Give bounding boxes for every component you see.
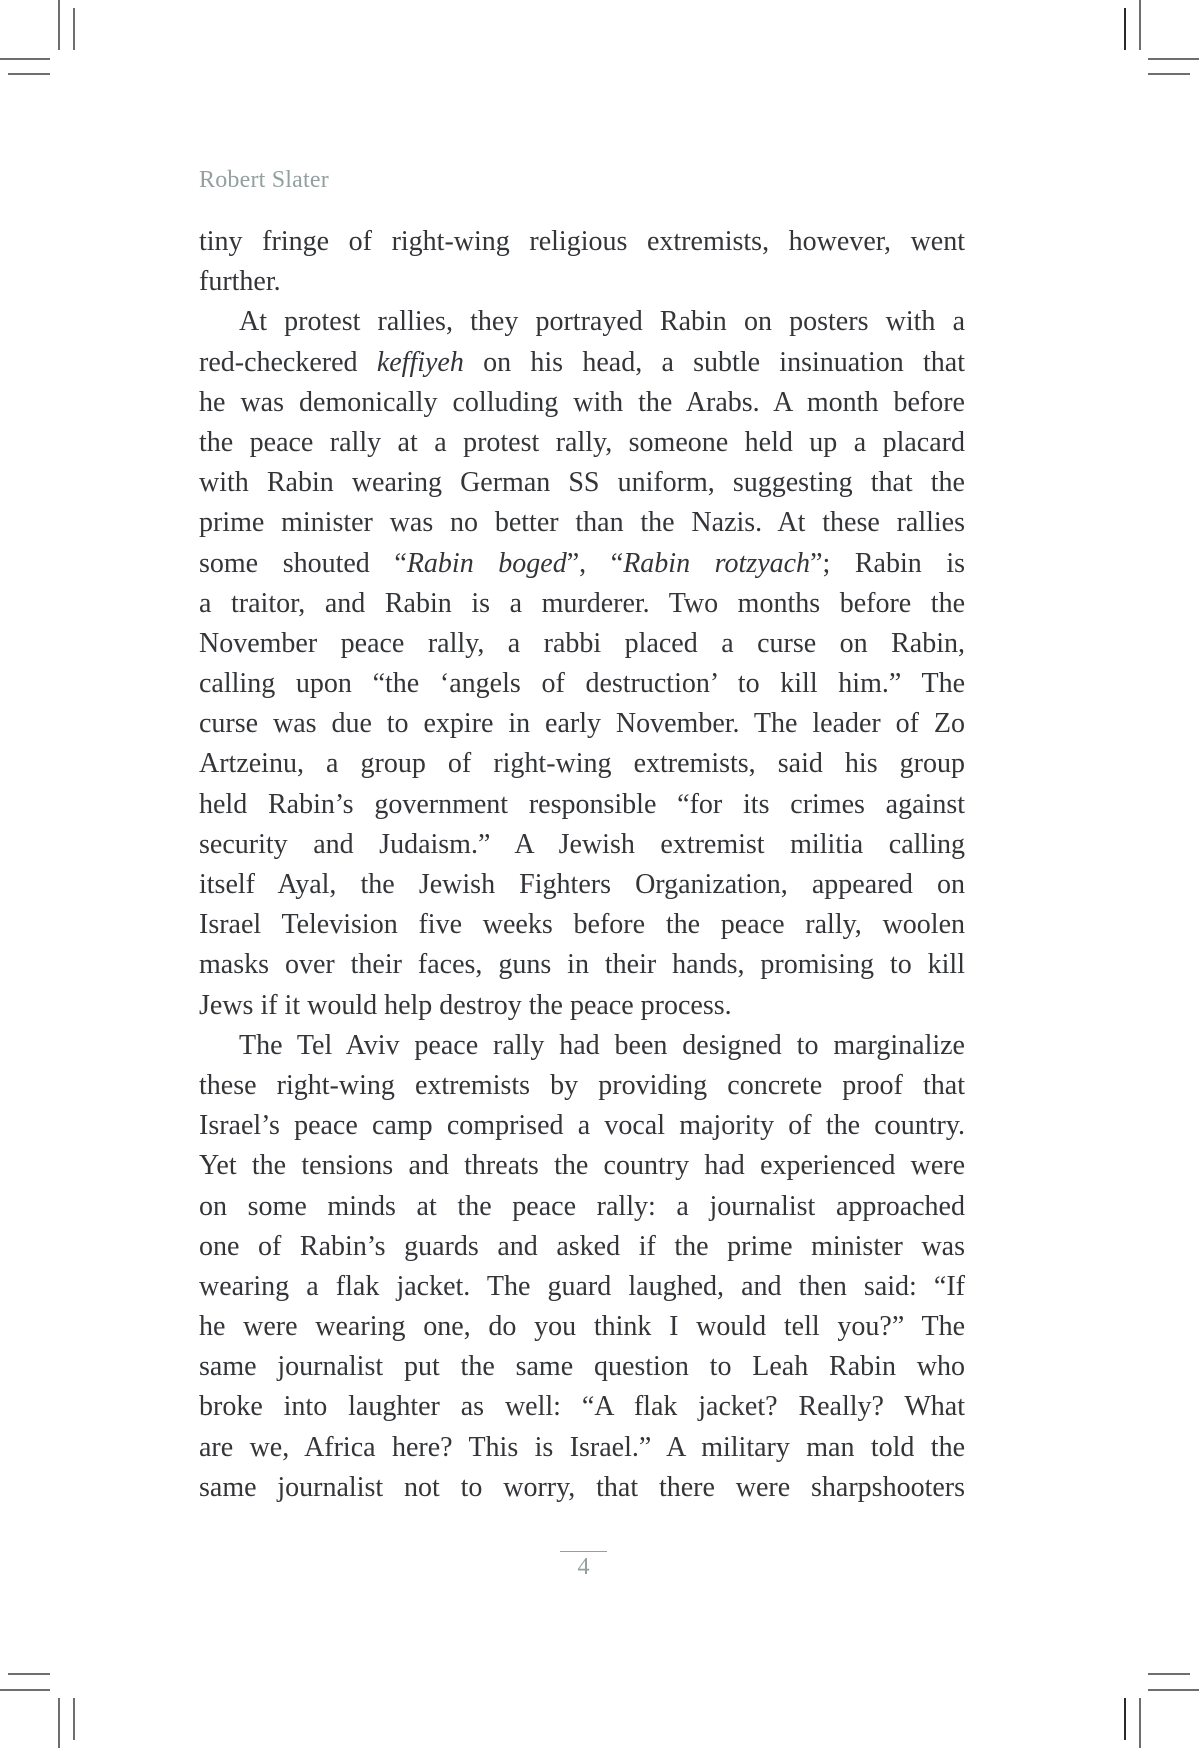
crop-mark-top-right-vertical-inner bbox=[1124, 8, 1126, 50]
text-line: wearing a flak jacket. The guard laughed, and then said: “If bbox=[199, 1270, 965, 1302]
paragraph bbox=[199, 302, 965, 1025]
text-line: The Tel Aviv peace rally had been designed to marginalize bbox=[239, 1029, 965, 1061]
text-line: calling upon “the ‘angels of destruction’ to kill him.” The bbox=[199, 668, 965, 700]
text-line: masks over their faces, guns in their hands, promising to kill bbox=[199, 949, 965, 981]
text-line: same journalist put the same question to Leah Rabin who bbox=[199, 1351, 965, 1383]
text-line: some shouted “Rabin boged”, “Rabin rotzyach”; Rabin is bbox=[199, 547, 966, 579]
body-text bbox=[199, 222, 965, 1508]
text-line: on some minds at the peace rally: a journalist approached bbox=[199, 1190, 965, 1222]
crop-mark-bottom-right-vertical-inner bbox=[1124, 1698, 1126, 1740]
text-line: he were wearing one, do you think I would tell you?” The bbox=[199, 1311, 965, 1343]
text-line: a traitor, and Rabin is a murderer. Two months before the bbox=[199, 587, 965, 619]
crop-mark-top-left-horizontal-outer bbox=[0, 58, 50, 60]
crop-mark-top-left-vertical-outer bbox=[58, 0, 60, 50]
crop-mark-bottom-right-horizontal-inner bbox=[1148, 1673, 1190, 1675]
crop-mark-bottom-left-horizontal-inner bbox=[8, 1673, 50, 1675]
paragraph bbox=[199, 222, 965, 302]
crop-mark-bottom-left-vertical-outer bbox=[58, 1698, 60, 1748]
text-line: with Rabin wearing German SS uniform, suggesting that the bbox=[199, 467, 965, 499]
italic-term: Rabin rotzyach bbox=[623, 547, 811, 579]
crop-mark-top-right-horizontal-outer bbox=[1148, 58, 1199, 60]
text-line: red-checkered keffiyeh on his head, a subtle insinuation that bbox=[199, 346, 965, 378]
text-line: same journalist not to worry, that there were sharpshooters bbox=[199, 1471, 965, 1503]
text-line: prime minister was no better than the Nazis. At these rallies bbox=[199, 507, 965, 539]
text-line: held Rabin’s government responsible “for its crimes against bbox=[199, 788, 965, 820]
text-line: curse was due to expire in early November. The leader of Zo bbox=[199, 708, 965, 740]
text-line: are we, Africa here? This is Israel.” A military man told the bbox=[199, 1431, 965, 1463]
text-line: security and Judaism.” A Jewish extremist militia calling bbox=[199, 828, 965, 860]
italic-term: keffiyeh bbox=[376, 346, 464, 378]
text-line: one of Rabin’s guards and asked if the prime minister was bbox=[199, 1230, 965, 1262]
text-line: Jews if it would help destroy the peace process. bbox=[199, 989, 732, 1021]
crop-mark-top-left-horizontal-inner bbox=[8, 73, 50, 75]
text-line: broke into laughter as well: “A flak jacket? Really? What bbox=[199, 1391, 965, 1423]
crop-mark-bottom-left-vertical-inner bbox=[73, 1698, 75, 1740]
crop-mark-top-right-horizontal-inner bbox=[1148, 73, 1190, 75]
crop-mark-bottom-left-horizontal-outer bbox=[0, 1689, 50, 1691]
text-line: Israel’s peace camp comprised a vocal majority of the country. bbox=[199, 1110, 965, 1142]
text-line: the peace rally at a protest rally, someone held up a placard bbox=[199, 426, 965, 458]
crop-mark-top-left-vertical-inner bbox=[73, 8, 75, 50]
page-number-rule bbox=[560, 1551, 607, 1552]
text-line: itself Ayal, the Jewish Fighters Organization, appeared on bbox=[199, 869, 965, 900]
crop-mark-bottom-right-vertical-outer bbox=[1139, 1698, 1141, 1748]
text-line: Artzeinu, a group of right-wing extremists, said his group bbox=[199, 748, 965, 780]
crop-mark-top-right-vertical-outer bbox=[1139, 0, 1141, 50]
running-head-author: Robert Slater bbox=[199, 167, 329, 193]
text-line: November peace rally, a rabbi placed a curse on Rabin, bbox=[199, 627, 965, 659]
text-line: tiny fringe of right-wing religious extremists, however, went bbox=[199, 226, 965, 257]
paragraph bbox=[199, 1026, 965, 1508]
crop-mark-bottom-right-horizontal-outer bbox=[1148, 1689, 1199, 1691]
text-line: further. bbox=[199, 266, 281, 298]
italic-term: Rabin boged bbox=[406, 547, 567, 579]
text-line: he was demonically colluding with the Arabs. A month before bbox=[199, 386, 965, 418]
text-line: Israel Television five weeks before the peace rally, woolen bbox=[199, 909, 965, 941]
text-line: these right-wing extremists by providing concrete proof that bbox=[199, 1069, 965, 1101]
text-line: Yet the tensions and threats the country had experienced were bbox=[199, 1150, 965, 1182]
text-line: At protest rallies, they portrayed Rabin on posters with a bbox=[239, 306, 965, 338]
page-number: 4 bbox=[577, 1554, 590, 1580]
